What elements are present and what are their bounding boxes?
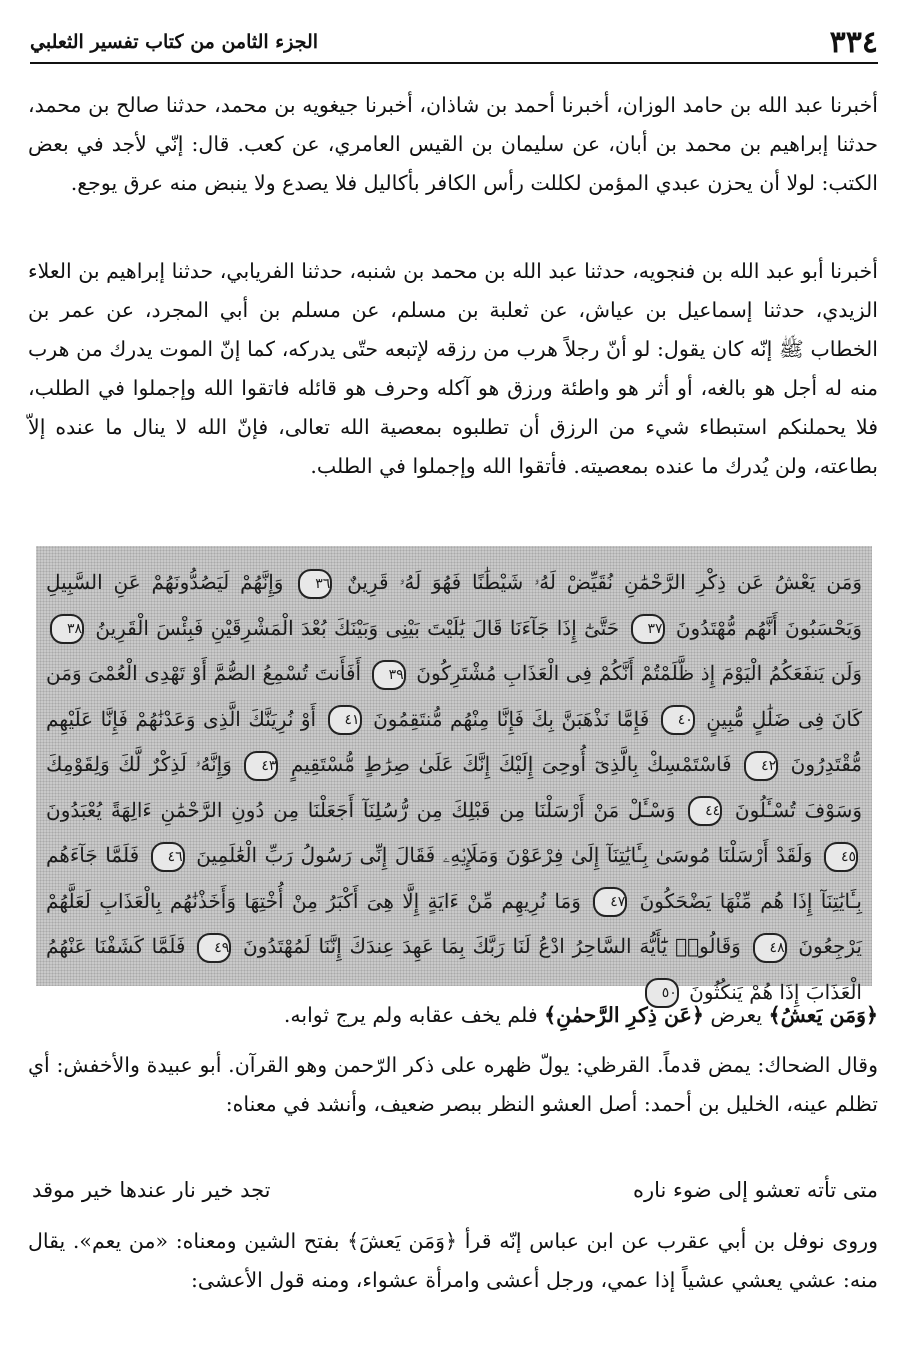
ayah-number-marker: ٤٦	[151, 842, 185, 872]
ayah-number-marker: ٤٠	[661, 705, 695, 735]
ayah-number-marker: ٥٠	[645, 978, 679, 1008]
ayah-text: أَفَأَنتَ تُسْمِعُ الصُّمَّ أَوْ تَهْدِى الْعُمْىَ وَمَن كَانَ فِى ضَلَٰلٍ مُّبِينٍ	[46, 661, 862, 731]
ayah-number-marker: ٤٧	[593, 887, 627, 917]
ayah-text: فَلَمَّا كَشَفْنَا عَنْهُمُ الْعَذَابَ إِذَا هُمْ يَنكُثُونَ	[46, 934, 862, 1004]
page-header	[30, 22, 878, 64]
ayah-number-marker: ٣٦	[298, 569, 332, 599]
page-number: ٣٣٤	[829, 24, 878, 60]
quran-quote: ﴿وَمَن يَعشُ﴾	[768, 1003, 878, 1027]
ayah-text: حَتَّىٰٓ إِذَا جَآءَنَا قَالَ يَٰلَيْتَ بَيْنِى وَبَيْنَكَ بُعْدَ الْمَشْرِقَيْنِ فَبِئْسَ الْقَرِينُ	[95, 615, 620, 640]
quran-verses-box	[36, 546, 872, 1004]
ayah-text: وَإِنَّهُۥ لَذِكْرٌ لَّكَ وَلِقَوْمِكَ وَسَوْفَ تُسْـَٔلُونَ	[46, 752, 862, 822]
paragraph-interpretations: وقال الضحاك: يمض قدماً. القرظي: يولّ ظهره على ذكر الرّحمن وهو القرآن. أبو عبيدة والأخفش: أي تظلم عينه، الخليل بن أحمد: أصل العشو النظر ببصر ضعيف، وأنشد في معناه:	[28, 1053, 878, 1116]
ayah-text: فَاسْتَمْسِكْ بِالَّذِىٓ أُوحِىَ إِلَيْكَ إِنَّكَ عَلَىٰ صِرَٰطٍ مُّسْتَقِيمٍ	[290, 752, 732, 776]
ayah-text: فَإِمَّا نَذْهَبَنَّ بِكَ فَإِنَّا مِنْهُم مُّنتَقِمُونَ	[373, 706, 650, 731]
poetry-verse	[32, 1178, 878, 1214]
verse-second-hemistich: تجد خير نار عندها خير موقد	[32, 1178, 271, 1202]
ayah-number-marker: ٤٢	[744, 751, 778, 781]
ayah-text: فَلَمَّا جَآءَهُم بِـَٔايَٰتِنَآ إِذَا هُم مِّنْهَا يَضْحَكُونَ	[46, 843, 863, 913]
ayah-number-marker: ٤٤	[688, 796, 722, 826]
paragraph-isnad-1: أخبرنا عبد الله بن حامد الوزان، أخبرنا أحمد بن شاذان، أخبرنا جيغويه بن محمد، حدثنا صالح بن محمد، حدثنا إبراهيم بن محمد بن أبان، عن سليمان بن القيس العامري، عن كعب. قال: إنّي لأجد في بعض الكتب: لولا أن يحزن عبدي المؤمن لكللت رأس الكافر بأكاليل فلا يصدع ولا ينبض منه عرق يوجع.	[28, 93, 878, 195]
ayah-number-marker: ٤٩	[197, 933, 231, 963]
ayah-number-marker: ٤٥	[824, 842, 858, 872]
ayah-number-marker: ٣٩	[372, 660, 406, 690]
ayah-text: وَمَا نُرِيهِم مِّنْ ءَايَةٍ إِلَّا هِىَ أَكْبَرُ مِنْ أُخْتِهَا وَأَخَذْنَٰهُم بِالْعَذَابِ لَعَلَّهُمْ يَرْجِعُونَ	[46, 888, 862, 958]
commentary-text: يعرض	[703, 1003, 769, 1027]
running-title: الجزء الثامن من كتاب تفسير الثعلبي	[30, 31, 319, 53]
ayah-text: وَلَقَدْ أَرْسَلْنَا مُوسَىٰ بِـَٔايَٰتِنَآ إِلَىٰ فِرْعَوْنَ وَمَلَإِي۟هِۦ فَقَالَ إِنِّى رَسُولُ رَبِّ الْعَٰلَمِينَ	[196, 843, 813, 867]
commentary-line	[28, 996, 878, 1035]
ayah-text: وَمَن يَعْشُ عَن ذِكْرِ الرَّحْمَٰنِ نُقَيِّضْ لَهُۥ شَيْطَٰنًا فَهُوَ لَهُۥ قَرِينٌ	[347, 570, 862, 594]
paragraph-isnad-2: أخبرنا أبو عبد الله بن فنجويه، حدثنا عبد الله بن محمد بن شنبه، حدثنا الفريابي، حدثنا إبراهيم بن العلاء الزيدي، حدثنا إسماعيل بن عياش، عن ثعلبة بن مسلم، عن مسلم بن أبي المجرد، عن عمر بن الخطاب ﷺ إنّه كان يقول: لو أنّ رجلاً هرب من رزقه لإتبعه حتّى يدركه، كما إنّ الموت يدرك من هرب منه له أجل هو بالغه، أو أثر هو واطئة ورزق هو آكله وحرف هو قائله فاتقوا الله وإجملوا في الطلب، فلا يحملنكم استبطاء شيء من الرزق أن تطلبوه بمعصية الله تعالى، فإنّ الله لا ينال ما عنده إلاّ بطاعته، ولن يُدرك ما عنده بمعصيته. فأتقوا الله وإجملوا في الطلب.	[28, 259, 878, 478]
paragraph-reading: وروى نوفل بن أبي عقرب عن ابن عباس إنّه قرأ ﴿وَمَن يَعشَ﴾ بفتح الشين ومعناه: «من يعم». يقال منه: عشي يعشي عشياً إذا عمي، ورجل أعشى وامرأة عشواء، ومنه قول الأعشى:	[28, 1229, 878, 1292]
ayah-number-marker: ٣٨	[50, 614, 84, 644]
ayah-number-marker: ٤١	[328, 705, 362, 735]
ayah-text: وَإِنَّهُمْ لَيَصُدُّونَهُمْ عَنِ السَّبِيلِ وَيَحْسَبُونَ أَنَّهُم مُّهْتَدُونَ	[46, 570, 863, 640]
ayah-number-marker: ٣٧	[631, 614, 665, 644]
commentary-text: فلم يخف عقابه ولم يرج ثوابه.	[283, 1003, 545, 1027]
ayah-number-marker: ٤٨	[753, 933, 787, 963]
ayah-number-marker: ٤٣	[244, 751, 278, 781]
quran-quote: ﴿عَن ذِكرِ الرَّحمٰنِ﴾	[544, 1003, 704, 1027]
ayah-text: وَلَن يَنفَعَكُمُ الْيَوْمَ إِذ ظَّلَمْتُمْ أَنَّكُمْ فِى الْعَذَابِ مُشْتَرِكُونَ	[416, 661, 863, 685]
ayah-text: وَقَالُوا۟ يَٰٓأَيُّهَ السَّاحِرُ ادْعُ لَنَا رَبَّكَ بِمَا عَهِدَ عِندَكَ إِنَّنَا لَمُهْتَدُونَ	[243, 934, 741, 958]
ayah-text: وَسْـَٔلْ مَنْ أَرْسَلْنَا مِن قَبْلِكَ مِن رُّسُلِنَآ أَجَعَلْنَا مِن دُونِ الرَّحْمَٰنِ ءَالِهَةً يُعْبَدُونَ	[46, 797, 676, 822]
verse-first-hemistich: متى تأته تعشو إلى ضوء ناره	[632, 1178, 878, 1202]
ayah-text: أَوْ نُرِيَنَّكَ الَّذِى وَعَدْنَٰهُمْ فَإِنَّا عَلَيْهِم مُّقْتَدِرُونَ	[46, 706, 863, 776]
